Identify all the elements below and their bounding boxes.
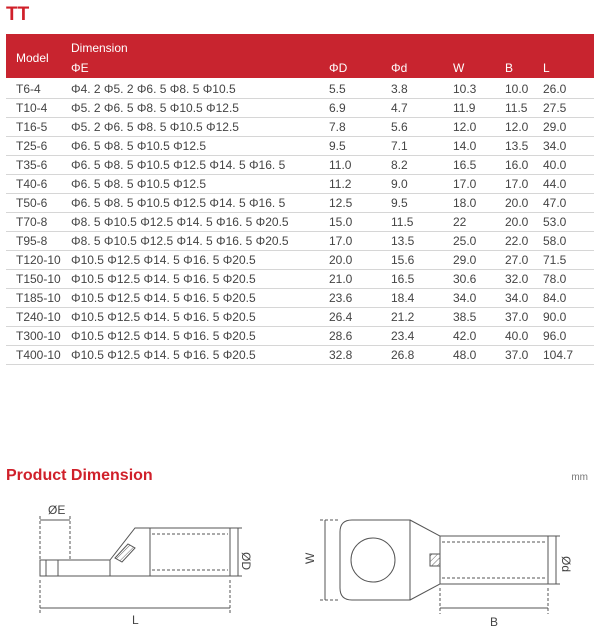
cell-D: 11.0 <box>326 156 388 175</box>
cell-d: 15.6 <box>388 251 450 270</box>
cell-d: 9.5 <box>388 194 450 213</box>
cell-e: Φ10.5 Φ12.5 Φ14. 5 Φ16. 5 Φ20.5 <box>68 308 326 327</box>
header-l: L <box>543 61 550 75</box>
side-label-e: ØE <box>48 503 66 517</box>
product-dimension-drawing <box>0 488 600 642</box>
cell-b: 16.0 <box>502 156 540 175</box>
cell-e: Φ4. 2 Φ5. 2 Φ6. 5 Φ8. 5 Φ10.5 <box>68 78 326 99</box>
cell-e: Φ6. 5 Φ8. 5 Φ10.5 Φ12.5 <box>68 137 326 156</box>
cell-d: 16.5 <box>388 270 450 289</box>
cell-model: T16-5 <box>6 118 68 137</box>
cell-D: 5.5 <box>326 78 388 99</box>
cell-d: 23.4 <box>388 327 450 346</box>
cell-b: 13.5 <box>502 137 540 156</box>
cell-D: 32.8 <box>326 346 388 365</box>
cell-d: 18.4 <box>388 289 450 308</box>
cell-d: 21.2 <box>388 308 450 327</box>
cell-w: 16.5 <box>450 156 502 175</box>
cell-model: T300-10 <box>6 327 68 346</box>
table-row <box>6 289 594 308</box>
cell-D: 9.5 <box>326 137 388 156</box>
cell-d: 8.2 <box>388 156 450 175</box>
cell-l: 71.5 <box>540 251 594 270</box>
cell-e: Φ10.5 Φ12.5 Φ14. 5 Φ16. 5 Φ20.5 <box>68 327 326 346</box>
top-label-w: W <box>303 552 317 564</box>
cell-e: Φ6. 5 Φ8. 5 Φ10.5 Φ12.5 <box>68 175 326 194</box>
cell-D: 28.6 <box>326 327 388 346</box>
cell-D: 17.0 <box>326 232 388 251</box>
cell-e: Φ6. 5 Φ8. 5 Φ10.5 Φ12.5 Φ14. 5 Φ16. 5 <box>68 194 326 213</box>
cell-e: Φ5. 2 Φ6. 5 Φ8. 5 Φ10.5 Φ12.5 <box>68 118 326 137</box>
cell-e: Φ8. 5 Φ10.5 Φ12.5 Φ14. 5 Φ16. 5 Φ20.5 <box>68 232 326 251</box>
cell-d: 3.8 <box>388 78 450 99</box>
table-row <box>6 270 594 289</box>
cell-w: 42.0 <box>450 327 502 346</box>
cell-model: T120-10 <box>6 251 68 270</box>
spec-table <box>6 34 594 365</box>
cell-model: T6-4 <box>6 78 68 99</box>
table-row <box>6 156 594 175</box>
cell-w: 30.6 <box>450 270 502 289</box>
cell-w: 18.0 <box>450 194 502 213</box>
series-title: TT <box>6 4 30 25</box>
table-row <box>6 194 594 213</box>
cell-D: 6.9 <box>326 99 388 118</box>
cell-w: 12.0 <box>450 118 502 137</box>
table-row <box>6 213 594 232</box>
cell-e: Φ10.5 Φ12.5 Φ14. 5 Φ16. 5 Φ20.5 <box>68 346 326 365</box>
cell-b: 37.0 <box>502 308 540 327</box>
cell-D: 20.0 <box>326 251 388 270</box>
table-row <box>6 78 594 99</box>
cell-b: 10.0 <box>502 78 540 99</box>
unit-label: mm <box>571 472 588 483</box>
table-row <box>6 251 594 270</box>
cell-model: T400-10 <box>6 346 68 365</box>
cell-b: 22.0 <box>502 232 540 251</box>
cell-l: 34.0 <box>540 137 594 156</box>
cell-b: 27.0 <box>502 251 540 270</box>
cell-l: 26.0 <box>540 78 594 99</box>
cell-e: Φ10.5 Φ12.5 Φ14. 5 Φ16. 5 Φ20.5 <box>68 289 326 308</box>
cell-l: 84.0 <box>540 289 594 308</box>
top-label-d: Ød <box>559 556 573 573</box>
cell-w: 38.5 <box>450 308 502 327</box>
cell-model: T70-8 <box>6 213 68 232</box>
cell-e: Φ5. 2 Φ6. 5 Φ8. 5 Φ10.5 Φ12.5 <box>68 99 326 118</box>
cell-model: T185-10 <box>6 289 68 308</box>
cell-l: 96.0 <box>540 327 594 346</box>
cell-D: 7.8 <box>326 118 388 137</box>
cell-e: Φ10.5 Φ12.5 Φ14. 5 Φ16. 5 Φ20.5 <box>68 270 326 289</box>
cell-w: 25.0 <box>450 232 502 251</box>
cell-d: 13.5 <box>388 232 450 251</box>
cell-l: 44.0 <box>540 175 594 194</box>
cell-d: 7.1 <box>388 137 450 156</box>
cell-l: 27.5 <box>540 99 594 118</box>
cell-l: 40.0 <box>540 156 594 175</box>
table-row <box>6 346 594 365</box>
cell-b: 11.5 <box>502 99 540 118</box>
cell-d: 9.0 <box>388 175 450 194</box>
cell-b: 20.0 <box>502 194 540 213</box>
side-label-D: ØD <box>239 552 253 570</box>
cell-d: 5.6 <box>388 118 450 137</box>
cell-b: 37.0 <box>502 346 540 365</box>
cell-b: 40.0 <box>502 327 540 346</box>
cell-w: 14.0 <box>450 137 502 156</box>
top-label-b: B <box>490 615 499 629</box>
cell-model: T40-6 <box>6 175 68 194</box>
cell-b: 12.0 <box>502 118 540 137</box>
cell-w: 22 <box>450 213 502 232</box>
cell-e: Φ6. 5 Φ8. 5 Φ10.5 Φ12.5 Φ14. 5 Φ16. 5 <box>68 156 326 175</box>
cell-b: 17.0 <box>502 175 540 194</box>
top-view <box>320 520 560 614</box>
cell-l: 47.0 <box>540 194 594 213</box>
cell-D: 11.2 <box>326 175 388 194</box>
cell-l: 29.0 <box>540 118 594 137</box>
cell-model: T25-6 <box>6 137 68 156</box>
side-view <box>40 516 242 614</box>
cell-d: 26.8 <box>388 346 450 365</box>
table-row <box>6 327 594 346</box>
header-b: B <box>505 61 514 75</box>
cell-l: 53.0 <box>540 213 594 232</box>
cell-w: 10.3 <box>450 78 502 99</box>
table-row <box>6 232 594 251</box>
cell-w: 34.0 <box>450 289 502 308</box>
cell-l: 58.0 <box>540 232 594 251</box>
cell-w: 29.0 <box>450 251 502 270</box>
header-w: W <box>453 61 465 75</box>
header-e: ΦE <box>71 61 89 75</box>
header-d: Φd <box>391 61 408 75</box>
cell-w: 17.0 <box>450 175 502 194</box>
cell-model: T10-4 <box>6 99 68 118</box>
table-row <box>6 137 594 156</box>
cell-l: 104.7 <box>540 346 594 365</box>
cell-d: 4.7 <box>388 99 450 118</box>
cell-b: 32.0 <box>502 270 540 289</box>
cell-model: T150-10 <box>6 270 68 289</box>
header-D: ΦD <box>329 61 348 75</box>
table-row <box>6 118 594 137</box>
table-row <box>6 99 594 118</box>
cell-model: T240-10 <box>6 308 68 327</box>
cell-model: T50-6 <box>6 194 68 213</box>
table-row <box>6 175 594 194</box>
table-row <box>6 308 594 327</box>
cell-D: 15.0 <box>326 213 388 232</box>
cell-d: 11.5 <box>388 213 450 232</box>
cell-l: 78.0 <box>540 270 594 289</box>
cell-b: 20.0 <box>502 213 540 232</box>
product-dimension-title: Product Dimension <box>6 467 153 484</box>
cell-model: T35-6 <box>6 156 68 175</box>
cell-model: T95-8 <box>6 232 68 251</box>
cell-e: Φ8. 5 Φ10.5 Φ12.5 Φ14. 5 Φ16. 5 Φ20.5 <box>68 213 326 232</box>
header-model: Model <box>16 51 49 65</box>
cell-w: 11.9 <box>450 99 502 118</box>
cell-l: 90.0 <box>540 308 594 327</box>
cell-D: 12.5 <box>326 194 388 213</box>
side-label-L: L <box>132 613 139 627</box>
spec-table-body <box>6 78 594 365</box>
cell-D: 26.4 <box>326 308 388 327</box>
cell-b: 34.0 <box>502 289 540 308</box>
cell-D: 21.0 <box>326 270 388 289</box>
cell-D: 23.6 <box>326 289 388 308</box>
cell-w: 48.0 <box>450 346 502 365</box>
cell-e: Φ10.5 Φ12.5 Φ14. 5 Φ16. 5 Φ20.5 <box>68 251 326 270</box>
header-dimension-group: Dimension <box>71 41 128 55</box>
